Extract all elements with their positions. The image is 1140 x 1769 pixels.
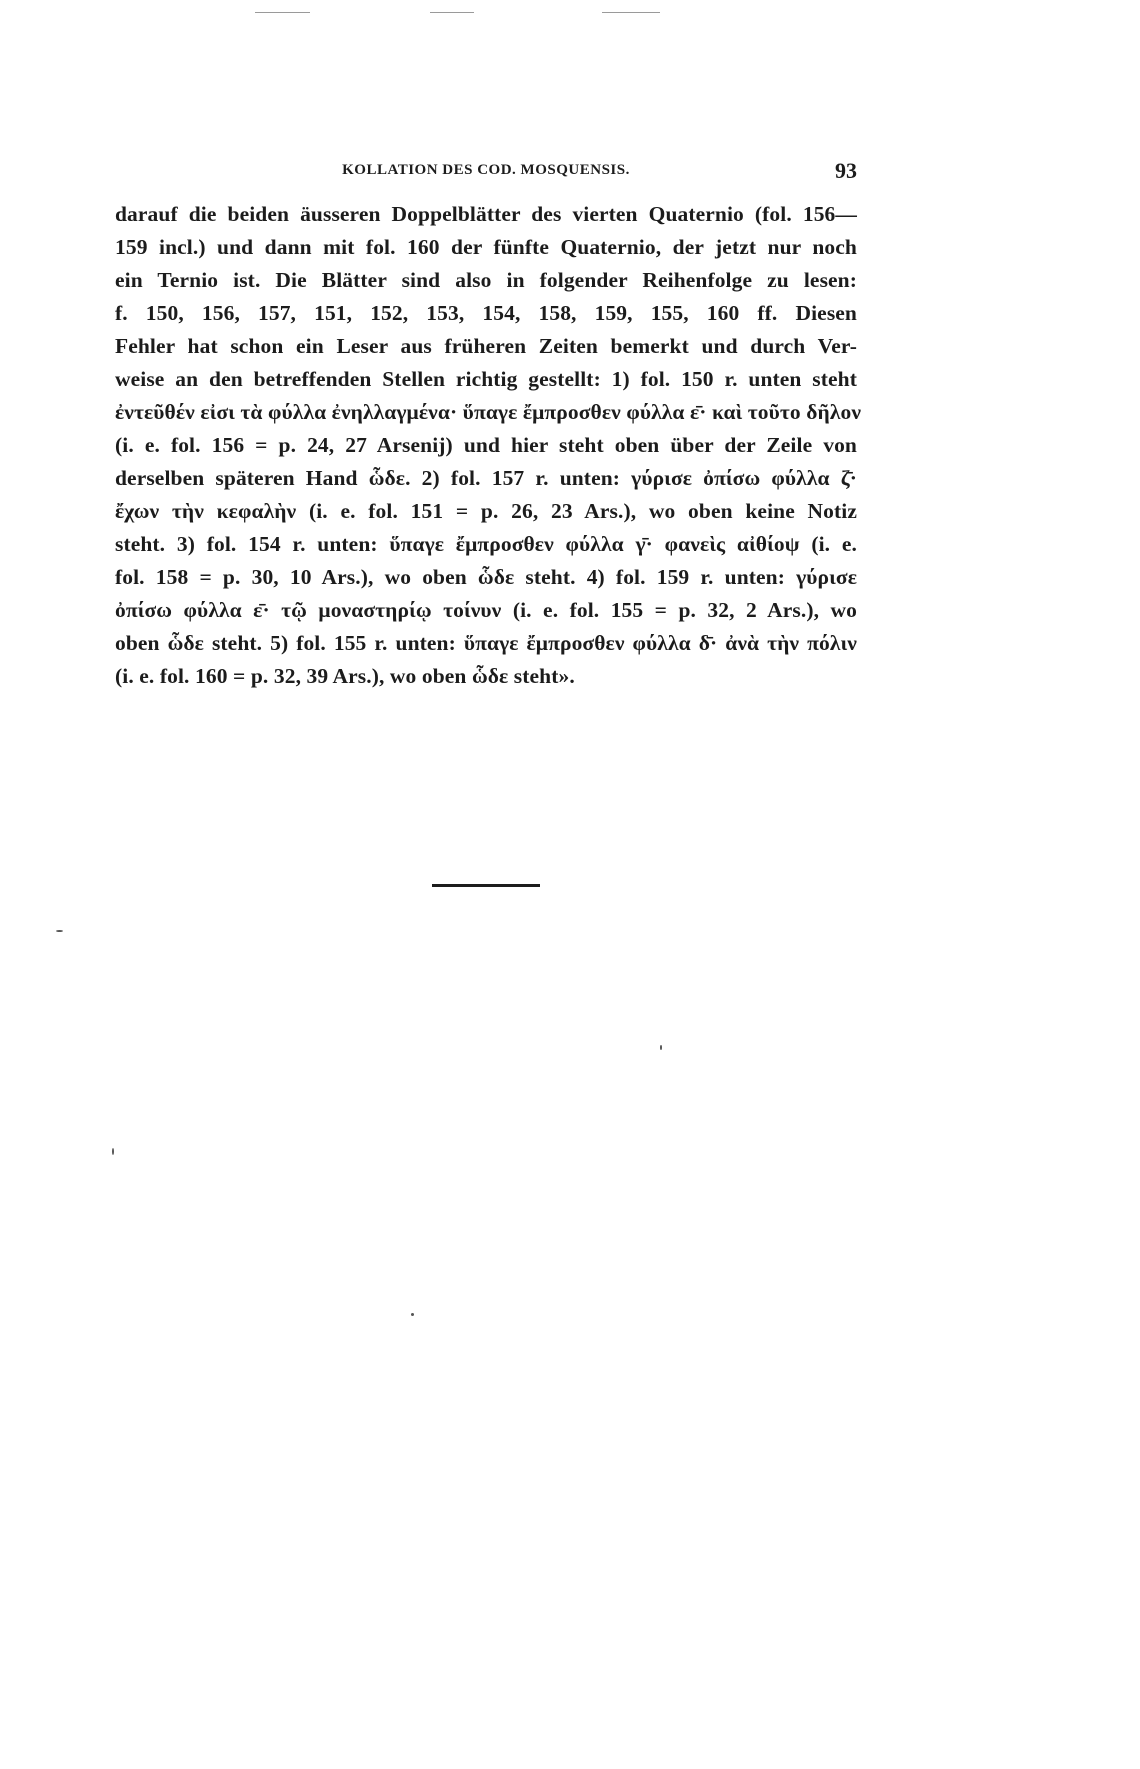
body-paragraph [115, 198, 862, 693]
scan-speck [56, 930, 63, 932]
text-line: oben ὧδε steht. 5) fol. 155 r. unten: ὕπαγε ἔμπροσθεν φύλλα δ̄· ἀνὰ τὴν πόλιν [115, 631, 857, 655]
text-line: (i. e. fol. 156 = p. 24, 27 Arsenij) und hier steht oben über der Zeile von [115, 433, 857, 457]
text-line: 159 incl.) und dann mit fol. 160 der fünfte Quaternio, der jetzt nur noch [115, 235, 857, 259]
section-end-rule [432, 884, 540, 887]
scan-artifact-rule [602, 12, 660, 13]
text-line: Fehler hat schon ein Leser aus früheren Zeiten bemerkt und durch Ver- [115, 334, 857, 358]
scan-speck [411, 1313, 414, 1316]
running-head [115, 158, 857, 188]
page-number: 93 [835, 158, 857, 183]
text-line: f. 150, 156, 157, 151, 152, 153, 154, 158, 159, 155, 160 ff. Diesen [115, 301, 857, 325]
running-title: KOLLATION DES COD. MOSQUENSIS. [342, 162, 630, 178]
text-line: ὀπίσω φύλλα ε̄· τῷ μοναστηρίῳ τοίνυν (i. e. fol. 155 = p. 32, 2 Ars.), wo [115, 598, 857, 622]
text-line: darauf die beiden äusseren Doppelblätter des vierten Quaternio (fol. 156— [115, 202, 857, 226]
text-line: ἔχων τὴν κεφαλὴν (i. e. fol. 151 = p. 26, 23 Ars.), wo oben keine Notiz [115, 499, 857, 523]
text-line: derselben späteren Hand ὧδε. 2) fol. 157 r. unten: γύρισε ὀπίσω φύλλα ζ̄· [115, 466, 857, 490]
text-line: weise an den betreffenden Stellen richtig gestellt: 1) fol. 150 r. unten steht [115, 367, 857, 391]
scan-artifact-rule [255, 12, 310, 13]
text-line: (i. e. fol. 160 = p. 32, 39 Ars.), wo oben ὧδε steht». [115, 664, 575, 688]
scan-speck [112, 1148, 114, 1155]
scan-artifact-rule [430, 12, 474, 13]
scan-speck [660, 1045, 662, 1050]
text-line: fol. 158 = p. 30, 10 Ars.), wo oben ὧδε steht. 4) fol. 159 r. unten: γύρισε [115, 565, 857, 589]
text-line: ἐντεῦθέν εἰσι τὰ φύλλα ἐνηλλαγμένα· ὕπαγε ἔμπροσθεν φύλλα ε̄· καὶ τοῦτο δῆλον [115, 400, 862, 424]
text-line: ein Ternio ist. Die Blätter sind also in folgender Reihenfolge zu lesen: [115, 268, 857, 292]
text-line: steht. 3) fol. 154 r. unten: ὕπαγε ἔμπροσθεν φύλλα γ̄· φανεὶς αἰθίοψ (i. e. [115, 532, 857, 556]
